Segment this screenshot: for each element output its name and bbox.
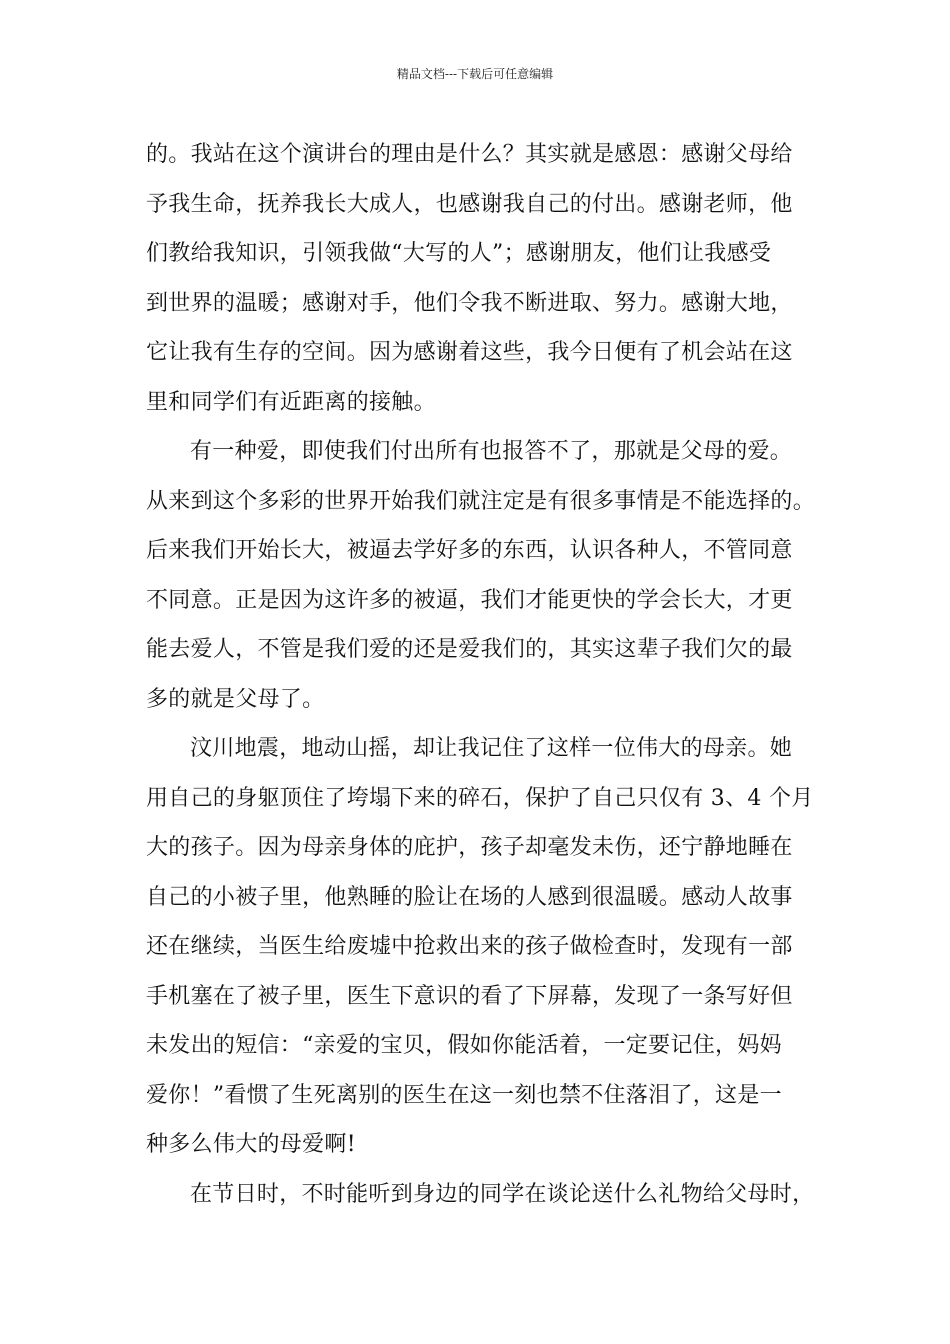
page-header: 精品文档---下载后可任意编辑 [396, 67, 554, 81]
text-line: 从来到这个多彩的世界开始我们就注定是有很多事情是不能选择的。 [146, 488, 816, 514]
paragraph [146, 724, 826, 1170]
text-line: 手机塞在了被子里，医生下意识的看了下屏幕，发现了一条写好但 [146, 983, 793, 1009]
document-body [146, 130, 826, 1219]
paragraph [146, 1170, 826, 1220]
text-line: 后来我们开始长大，被逼去学好多的东西，认识各种人，不管同意 [146, 538, 793, 563]
paragraph [146, 427, 826, 724]
text-line: 大的孩子。因为母亲身体的庇护，孩子却毫发未伤，还宁静地睡在 [146, 835, 793, 860]
text-line: 有一种爱，即使我们付出所有也报答不了，那就是父母的爱。 [190, 439, 793, 464]
text-line: 里和同学们有近距离的接触。 [146, 389, 436, 415]
text-line: 爱你！”看惯了生死离别的医生在这一刻也禁不住落泪了，这是一 [146, 1082, 782, 1108]
text-line: 它让我有生存的空间。因为感谢着这些，我今日便有了机会站在这 [146, 340, 793, 365]
text-line: 能去爱人，不管是我们爱的还是爱我们的，其实这辈子我们欠的最 [146, 637, 793, 662]
text-line: 汶川地震，地动山摇，却让我记住了这样一位伟大的母亲。她 [190, 736, 793, 761]
text-line: 在节日时，不时能听到身边的同学在谈论送什么礼物给父母时， [190, 1181, 815, 1207]
text-line: 的。我站在这个演讲台的理由是什么？其实就是感恩：感谢父母给 [146, 142, 793, 167]
text-line: 还在继续，当医生给废墟中抢救出来的孩子做检查时，发现有一部 [146, 934, 793, 959]
paragraph [146, 130, 826, 427]
text-line: 到世界的温暖；感谢对手，他们令我不断进取、努力。感谢大地， [146, 290, 793, 316]
text-line: 种多么伟大的母爱啊! [146, 1132, 356, 1157]
text-line: 不同意。正是因为这许多的被逼，我们才能更快的学会长大，才更 [146, 587, 793, 613]
text-line: 们教给我知识，引领我做“大写的人”；感谢朋友，他们让我感受 [146, 241, 772, 266]
text-line: 未发出的短信：“亲爱的宝贝，假如你能活着，一定要记住，妈妈 [146, 1033, 782, 1058]
text-line: 用自己的身躯顶住了垮塌下来的碎石，保护了自己只仅有 3、4 个月 [146, 785, 814, 811]
text-line: 多的就是父母了。 [146, 686, 325, 712]
text-line: 自己的小被子里，他熟睡的脸让在场的人感到很温暖。感动人故事 [146, 884, 793, 910]
text-line: 予我生命，抚养我长大成人，也感谢我自己的付出。感谢老师，他 [146, 191, 793, 217]
